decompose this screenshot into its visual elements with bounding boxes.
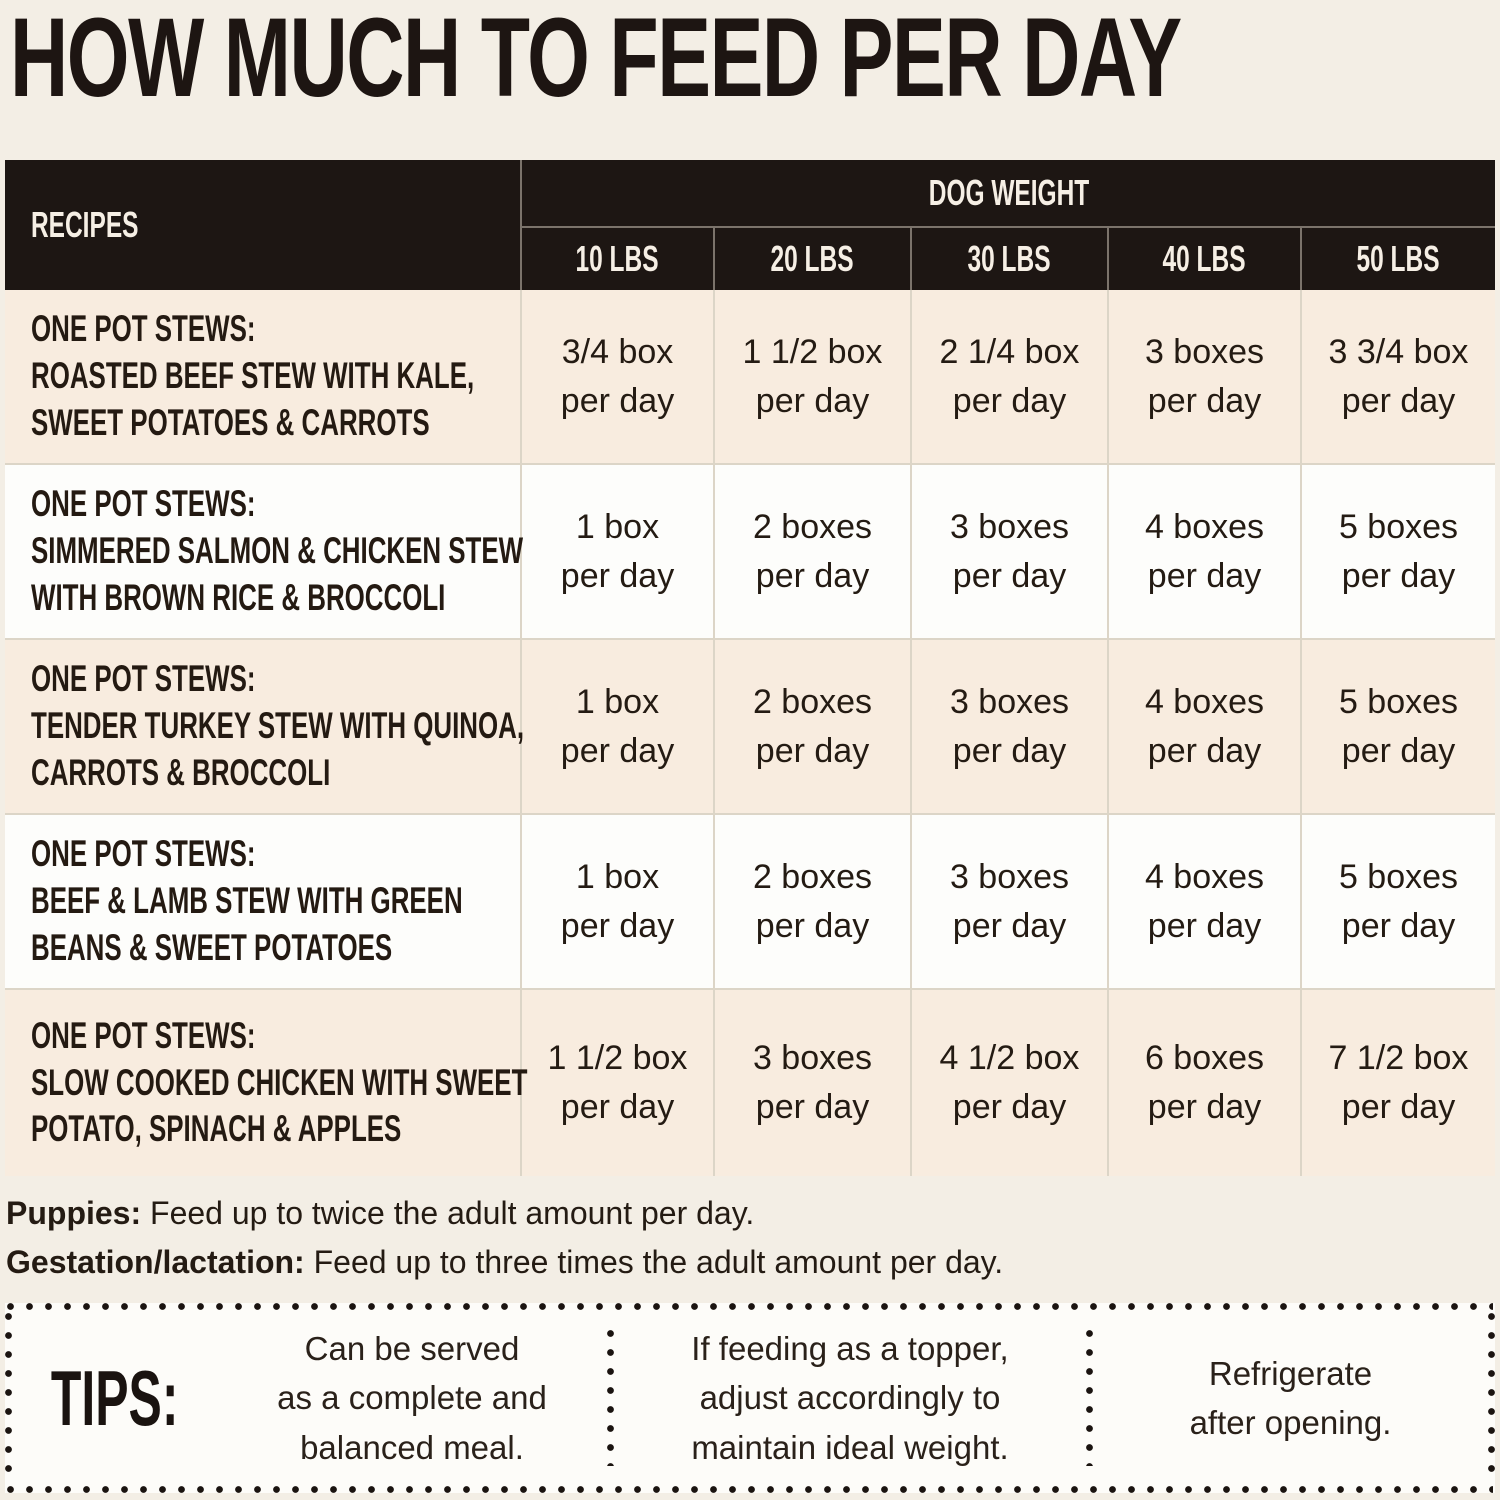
feeding-table bbox=[5, 160, 1495, 1176]
amount-cell bbox=[912, 815, 1107, 988]
amount-value: 3/4 box bbox=[561, 332, 674, 371]
amount-value: 4 boxes bbox=[1144, 857, 1265, 896]
dog-weight-header-label: DOG WEIGHT bbox=[928, 172, 1089, 213]
weight-column-header-40lbs bbox=[1109, 228, 1300, 290]
recipe-line: POTATO, SPINACH & APPLES bbox=[31, 1108, 402, 1150]
note-text: Feed up to twice the adult amount per day. bbox=[150, 1195, 755, 1231]
per-day-label: per day bbox=[755, 906, 870, 945]
per-day-label: per day bbox=[1147, 906, 1262, 945]
tip-complete-meal bbox=[217, 1324, 607, 1473]
per-day-label: per day bbox=[560, 1088, 675, 1126]
amount-cell bbox=[715, 815, 910, 988]
feeding-notes bbox=[6, 1192, 1500, 1283]
amount-value: 2 boxes bbox=[752, 857, 873, 896]
dotted-border-right bbox=[1488, 1313, 1495, 1483]
tips-box bbox=[5, 1303, 1495, 1493]
weight-column-label: 40 LBS bbox=[1162, 238, 1246, 279]
recipe-line: ONE POT STEWS: bbox=[31, 483, 256, 525]
recipes-header-cell bbox=[5, 160, 520, 290]
per-day-label: per day bbox=[755, 556, 870, 595]
amount-cell bbox=[1302, 990, 1495, 1176]
tip-line: as a complete and bbox=[277, 1379, 547, 1417]
per-day-label: per day bbox=[952, 906, 1067, 945]
tip-line: maintain ideal weight. bbox=[691, 1428, 1009, 1466]
recipe-line: SLOW COOKED CHICKEN WITH SWEET bbox=[31, 1061, 528, 1103]
per-day-label: per day bbox=[1147, 381, 1262, 420]
amount-cell bbox=[522, 290, 713, 463]
per-day-label: per day bbox=[1341, 1088, 1456, 1126]
per-day-label: per day bbox=[952, 556, 1067, 595]
per-day-label: per day bbox=[1341, 556, 1456, 595]
amount-value: 6 boxes bbox=[1144, 1039, 1265, 1078]
note-gestation bbox=[6, 1241, 1500, 1284]
note-label: Gestation/lactation: bbox=[6, 1243, 305, 1280]
tip-refrigerate bbox=[1093, 1349, 1488, 1448]
amount-value: 3 boxes bbox=[949, 682, 1070, 721]
per-day-label: per day bbox=[560, 906, 675, 945]
amount-value: 1 box bbox=[575, 682, 660, 721]
table-header bbox=[5, 160, 1495, 290]
weight-column-header-20lbs bbox=[715, 228, 910, 290]
tip-line: If feeding as a topper, bbox=[691, 1329, 1009, 1367]
recipe-line: ONE POT STEWS: bbox=[31, 658, 256, 700]
recipe-line: ONE POT STEWS: bbox=[31, 833, 256, 875]
per-day-label: per day bbox=[755, 731, 870, 770]
dog-weight-header-cell bbox=[522, 160, 1495, 226]
amount-cell bbox=[522, 640, 713, 813]
amount-cell bbox=[715, 640, 910, 813]
note-label: Puppies: bbox=[6, 1195, 142, 1231]
amount-value: 2 boxes bbox=[752, 507, 873, 546]
recipe-name bbox=[31, 831, 463, 972]
amount-cell bbox=[522, 815, 713, 988]
recipe-line: SWEET POTATOES & CARROTS bbox=[31, 401, 430, 443]
recipe-name bbox=[31, 306, 474, 447]
recipe-cell bbox=[5, 990, 528, 1176]
amount-cell bbox=[522, 990, 713, 1176]
weight-column-header-10lbs bbox=[522, 228, 713, 290]
amount-cell bbox=[715, 465, 910, 638]
per-day-label: per day bbox=[755, 1088, 870, 1126]
per-day-label: per day bbox=[1147, 556, 1262, 595]
tip-line: after opening. bbox=[1189, 1404, 1392, 1442]
note-text: Feed up to three times the adult amount per day. bbox=[313, 1243, 1004, 1280]
recipe-name bbox=[31, 481, 523, 622]
amount-value: 3 3/4 box bbox=[1328, 332, 1469, 371]
amount-value: 2 boxes bbox=[752, 682, 873, 721]
per-day-label: per day bbox=[1341, 906, 1456, 945]
tip-topper bbox=[614, 1324, 1086, 1473]
dotted-border-bottom bbox=[7, 1486, 1493, 1493]
dotted-divider bbox=[1086, 1330, 1093, 1466]
tip-line: Refrigerate bbox=[1208, 1354, 1373, 1392]
weight-column-label: 30 LBS bbox=[967, 238, 1051, 279]
amount-value: 1 box bbox=[575, 507, 660, 546]
amount-value: 7 1/2 box bbox=[1328, 1039, 1469, 1078]
dotted-divider bbox=[607, 1330, 614, 1466]
amount-cell bbox=[912, 290, 1107, 463]
weight-column-header-50lbs bbox=[1302, 228, 1495, 290]
amount-value: 4 1/2 box bbox=[939, 1039, 1080, 1078]
per-day-label: per day bbox=[1147, 731, 1262, 770]
per-day-label: per day bbox=[952, 1088, 1067, 1126]
amount-cell bbox=[715, 990, 910, 1176]
amount-value: 5 boxes bbox=[1338, 507, 1459, 546]
weight-column-label: 50 LBS bbox=[1356, 238, 1440, 279]
weight-column-header-30lbs bbox=[912, 228, 1107, 290]
amount-value: 3 boxes bbox=[752, 1039, 873, 1078]
note-puppies bbox=[6, 1192, 1500, 1235]
tip-line: balanced meal. bbox=[300, 1428, 524, 1466]
amount-cell bbox=[715, 290, 910, 463]
tips-label: TIPS: bbox=[50, 1353, 179, 1442]
amount-value: 4 boxes bbox=[1144, 682, 1265, 721]
per-day-label: per day bbox=[952, 731, 1067, 770]
per-day-label: per day bbox=[560, 731, 675, 770]
amount-cell bbox=[912, 465, 1107, 638]
amount-cell bbox=[522, 465, 713, 638]
recipe-cell bbox=[5, 815, 520, 988]
recipe-line: TENDER TURKEY STEW WITH QUINOA, bbox=[31, 705, 525, 746]
recipe-line: WITH BROWN RICE & BROCCOLI bbox=[31, 576, 446, 618]
amount-value: 5 boxes bbox=[1338, 682, 1459, 721]
weight-column-label: 20 LBS bbox=[770, 238, 854, 279]
recipe-line: BEANS & SWEET POTATOES bbox=[31, 926, 393, 968]
per-day-label: per day bbox=[1341, 731, 1456, 770]
table-body bbox=[5, 290, 1495, 1176]
title-area bbox=[0, 0, 1500, 160]
recipes-header-label: RECIPES bbox=[31, 204, 139, 245]
amount-cell bbox=[912, 990, 1107, 1176]
per-day-label: per day bbox=[560, 381, 675, 420]
amount-cell bbox=[1302, 815, 1495, 988]
recipe-line: ONE POT STEWS: bbox=[31, 308, 256, 350]
recipe-line: CARROTS & BROCCOLI bbox=[31, 751, 331, 793]
recipe-line: ROASTED BEEF STEW WITH KALE, bbox=[31, 355, 475, 396]
per-day-label: per day bbox=[1147, 1088, 1262, 1126]
tip-line: Can be served bbox=[304, 1329, 520, 1367]
amount-cell bbox=[1302, 465, 1495, 638]
amount-value: 1 1/2 box bbox=[547, 1039, 688, 1078]
recipe-cell bbox=[5, 465, 524, 638]
amount-value: 3 boxes bbox=[949, 507, 1070, 546]
amount-cell bbox=[1109, 640, 1300, 813]
per-day-label: per day bbox=[1341, 381, 1456, 420]
tip-line: adjust accordingly to bbox=[699, 1379, 1001, 1417]
weight-column-label: 10 LBS bbox=[575, 238, 659, 279]
amount-value: 3 boxes bbox=[1144, 332, 1265, 371]
recipe-name bbox=[31, 656, 524, 797]
amount-value: 4 boxes bbox=[1144, 507, 1265, 546]
amount-value: 1 box bbox=[575, 857, 660, 896]
amount-value: 3 boxes bbox=[949, 857, 1070, 896]
amount-cell bbox=[1302, 640, 1495, 813]
page-title: HOW MUCH TO FEED PER DAY bbox=[10, 0, 1181, 120]
amount-cell bbox=[912, 640, 1107, 813]
amount-cell bbox=[1109, 465, 1300, 638]
amount-cell bbox=[1109, 290, 1300, 463]
dotted-border-top bbox=[7, 1303, 1493, 1310]
amount-cell bbox=[1109, 990, 1300, 1176]
recipe-cell bbox=[5, 640, 525, 813]
recipe-line: BEEF & LAMB STEW WITH GREEN bbox=[31, 880, 463, 921]
recipe-line: ONE POT STEWS: bbox=[31, 1014, 256, 1056]
recipe-cell bbox=[5, 290, 520, 463]
amount-value: 5 boxes bbox=[1338, 857, 1459, 896]
per-day-label: per day bbox=[755, 381, 870, 420]
amount-cell bbox=[1302, 290, 1495, 463]
tips-content bbox=[12, 1310, 1488, 1486]
amount-value: 2 1/4 box bbox=[939, 332, 1080, 371]
amount-value: 1 1/2 box bbox=[742, 332, 883, 371]
per-day-label: per day bbox=[952, 381, 1067, 420]
recipe-name bbox=[31, 1013, 527, 1154]
dotted-border-left bbox=[5, 1313, 12, 1483]
recipe-line: SIMMERED SALMON & CHICKEN STEW bbox=[31, 530, 524, 571]
per-day-label: per day bbox=[560, 556, 675, 595]
amount-cell bbox=[1109, 815, 1300, 988]
